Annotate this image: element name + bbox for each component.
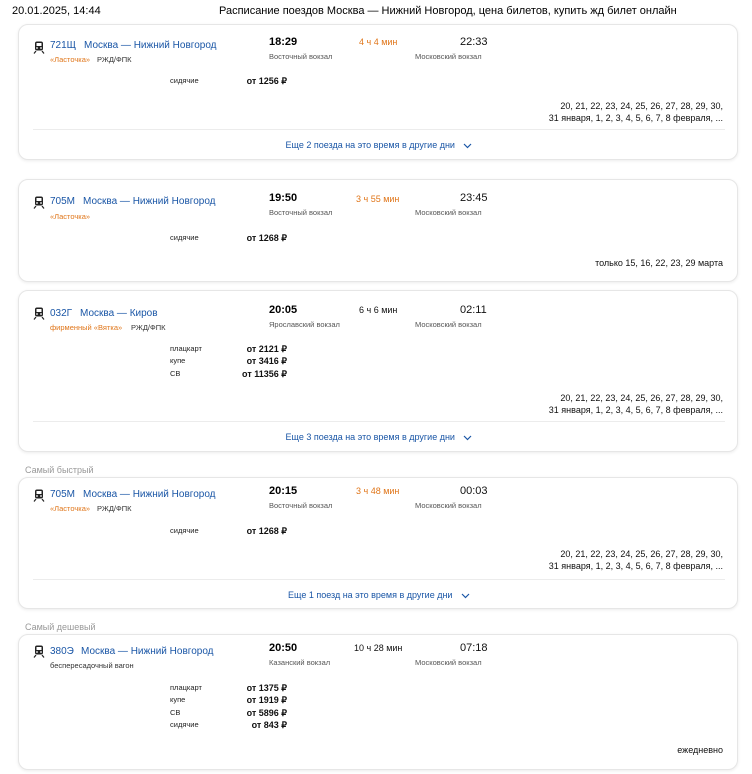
chevron-down-icon: [461, 591, 470, 601]
departure-station: Восточный вокзал: [269, 208, 333, 217]
arrival-station: Московский вокзал: [415, 320, 482, 329]
train-number-link[interactable]: 380Э: [50, 646, 74, 657]
departure-time: 20:05: [269, 304, 298, 316]
cheapest-label: Самый дешевый: [25, 622, 96, 632]
train-icon: [33, 307, 45, 320]
arrival-station: Московский вокзал: [415, 501, 482, 510]
page-header: [0, 0, 752, 22]
more-trains-label: Еще 3 поезда на это время в другие дни: [285, 432, 455, 442]
divider: [33, 421, 725, 422]
train-card: [18, 477, 738, 609]
run-days-line: 20, 21, 22, 23, 24, 25, 26, 27, 28, 29, 30,: [560, 101, 723, 111]
departure-time: 18:29: [269, 36, 298, 48]
train-card: [18, 634, 738, 770]
seat-price[interactable]: от 1375 ₽: [246, 683, 287, 693]
run-days-line: 31 января, 1, 2, 3, 4, 5, 6, 7, 8 февраля, ...: [548, 561, 723, 571]
train-route-link[interactable]: Москва — Нижний Новгород: [83, 489, 216, 500]
train-number-link[interactable]: 032Г: [50, 308, 73, 319]
train-brand: «Ласточка»: [50, 55, 91, 64]
train-carrier: РЖД/ФПК: [131, 323, 166, 332]
train-number-link[interactable]: 721Щ: [50, 40, 77, 51]
arrival-station: Московский вокзал: [415, 658, 482, 667]
seat-class: купе: [170, 695, 186, 704]
divider: [33, 579, 725, 580]
divider: [33, 129, 725, 130]
train-number-link[interactable]: 705М: [50, 489, 76, 500]
seat-price[interactable]: от 1256 ₽: [246, 76, 287, 86]
run-days-line: 20, 21, 22, 23, 24, 25, 26, 27, 28, 29, 30,: [560, 549, 723, 559]
seat-price[interactable]: от 1268 ₽: [246, 233, 287, 243]
departure-station: Ярославский вокзал: [269, 320, 340, 329]
train-icon: [33, 645, 45, 658]
more-trains-link[interactable]: [19, 590, 739, 601]
train-icon: [33, 41, 45, 54]
more-trains-link[interactable]: [19, 432, 739, 443]
seat-class: СВ: [170, 708, 181, 717]
seat-class: купе: [170, 356, 186, 365]
departure-time: 20:15: [269, 485, 298, 497]
run-days-line: 20, 21, 22, 23, 24, 25, 26, 27, 28, 29, 30,: [560, 393, 723, 403]
arrival-time: 02:11: [460, 304, 487, 316]
train-card: [18, 290, 738, 452]
train-route-link[interactable]: Москва — Нижний Новгород: [83, 196, 216, 207]
run-days: [595, 257, 723, 269]
run-days-line: ежедневно: [677, 745, 723, 755]
train-brand: «Ласточка»: [50, 212, 91, 221]
train-number-link[interactable]: 705М: [50, 196, 76, 207]
departure-time: 20:50: [269, 642, 298, 654]
seat-class: сидячие: [170, 233, 199, 242]
seat-class: сидячие: [170, 76, 199, 85]
seat-price[interactable]: от 2121 ₽: [246, 344, 287, 354]
more-trains-label: Еще 2 поезда на это время в другие дни: [285, 140, 455, 150]
departure-station: Восточный вокзал: [269, 52, 333, 61]
arrival-time: 23:45: [460, 192, 488, 204]
run-days: [549, 392, 723, 416]
train-icon: [33, 196, 45, 209]
train-card: [18, 179, 738, 282]
fastest-label: Самый быстрый: [25, 465, 94, 475]
run-days-line: 31 января, 1, 2, 3, 4, 5, 6, 7, 8 февраля, ...: [548, 113, 723, 123]
departure-time: 19:50: [269, 192, 298, 204]
train-brand: «Ласточка»: [50, 504, 91, 513]
train-route-link[interactable]: Москва — Нижний Новгород: [84, 40, 217, 51]
travel-duration: 10 ч 28 мин: [354, 643, 403, 653]
seat-class: плацкарт: [170, 344, 202, 353]
arrival-time: 00:03: [460, 485, 488, 497]
seat-price[interactable]: от 5896 ₽: [246, 708, 287, 718]
travel-duration: 6 ч 6 мин: [359, 305, 398, 315]
seat-price[interactable]: от 11356 ₽: [242, 369, 287, 379]
run-days: [677, 744, 723, 756]
run-days: [549, 100, 723, 124]
seat-price[interactable]: от 1268 ₽: [246, 526, 287, 536]
seat-class: сидячие: [170, 720, 199, 729]
train-icon: [33, 489, 45, 502]
train-carrier: РЖД/ФПК: [97, 504, 132, 513]
departure-station: Восточный вокзал: [269, 501, 333, 510]
print-datetime: 20.01.2025, 14:44: [12, 5, 101, 17]
chevron-down-icon: [463, 433, 472, 443]
run-days: [549, 548, 723, 572]
seat-class: СВ: [170, 369, 181, 378]
seat-price[interactable]: от 3416 ₽: [246, 356, 287, 366]
travel-duration: 3 ч 48 мин: [356, 486, 400, 496]
train-brand: фирменный «Вятка»: [50, 323, 123, 332]
seat-price[interactable]: от 843 ₽: [251, 720, 287, 730]
run-days-line: только 15, 16, 22, 23, 29 марта: [595, 258, 723, 268]
departure-station: Казанский вокзал: [269, 658, 331, 667]
run-days-line: 31 января, 1, 2, 3, 4, 5, 6, 7, 8 февраля, ...: [548, 405, 723, 415]
travel-duration: 3 ч 55 мин: [356, 194, 400, 204]
arrival-time: 07:18: [460, 642, 488, 654]
more-trains-link[interactable]: [19, 140, 739, 151]
train-card: [18, 24, 738, 160]
arrival-station: Московский вокзал: [415, 52, 482, 61]
seat-price[interactable]: от 1919 ₽: [246, 695, 287, 705]
page-title: Расписание поездов Москва — Нижний Новгород, цена билетов, купить жд билет онлайн: [219, 5, 677, 17]
more-trains-label: Еще 1 поезд на это время в другие дни: [288, 590, 453, 600]
seat-class: плацкарт: [170, 683, 202, 692]
wagon-type: беспересадочный вагон: [50, 661, 134, 670]
arrival-time: 22:33: [460, 36, 488, 48]
train-carrier: РЖД/ФПК: [97, 55, 132, 64]
travel-duration: 4 ч 4 мин: [359, 37, 398, 47]
train-route-link[interactable]: Москва — Киров: [80, 308, 158, 319]
seat-class: сидячие: [170, 526, 199, 535]
arrival-station: Московский вокзал: [415, 208, 482, 217]
chevron-down-icon: [463, 141, 472, 151]
train-route-link[interactable]: Москва — Нижний Новгород: [81, 646, 214, 657]
